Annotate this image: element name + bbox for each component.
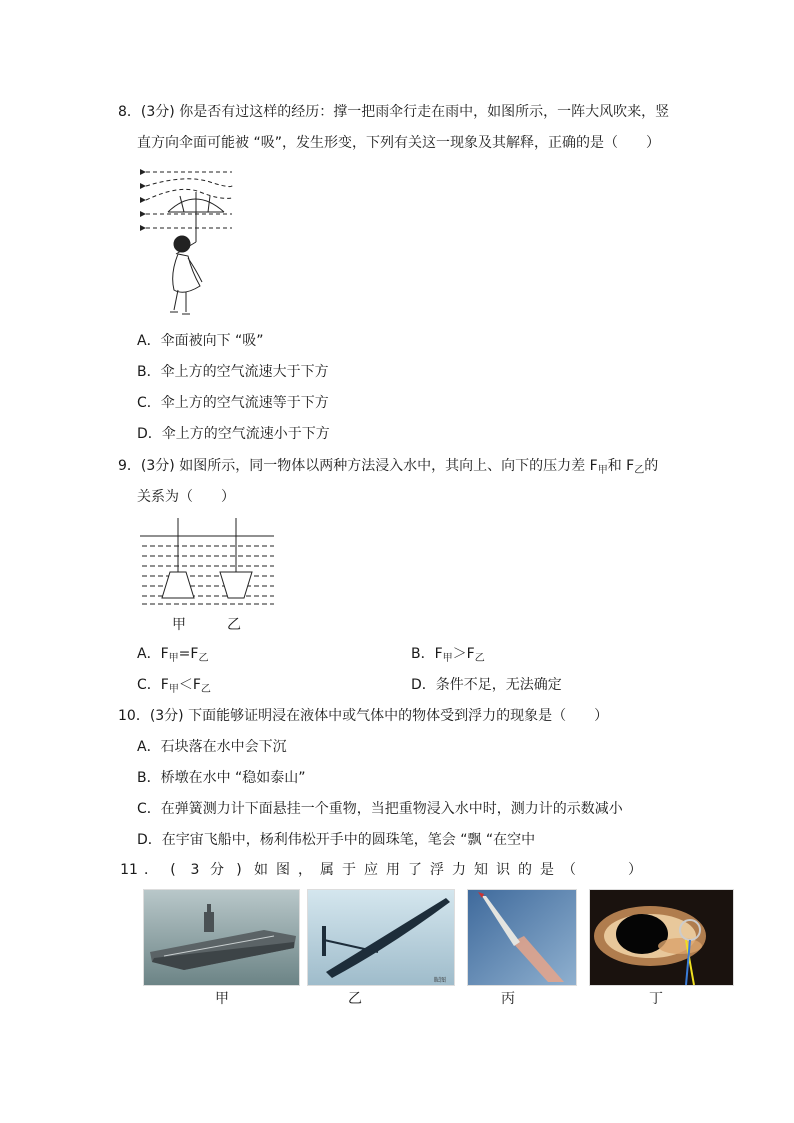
q11-char: ．: [144, 862, 158, 878]
q11-char: 知: [474, 862, 488, 878]
q11-char: 如: [254, 862, 268, 878]
q11-char: 于: [342, 862, 356, 878]
q11-char: 浮: [430, 862, 444, 878]
q11-char: [602, 860, 624, 880]
q9-option-c: [137, 675, 211, 700]
q11-caption-bing: 丙: [501, 991, 515, 1007]
q9-stem-pre: 9．(3分) 如图所示，同一物体以两种方法浸入水中，其向上、向下的压力差 F: [118, 458, 598, 474]
q9-option-b-post: ＞F: [452, 646, 475, 662]
q9-option-a-sub2: 乙: [198, 653, 209, 664]
q9-option-a-sub1: 甲: [168, 653, 179, 664]
q11-char: 图: [276, 862, 290, 878]
q11-char: 分: [210, 862, 224, 878]
umbrella-wind-figure: [140, 162, 240, 322]
q9-option-b-sub1: 甲: [442, 653, 453, 664]
q9-stem-mid: 和 F: [607, 458, 635, 474]
q9-option-c-sub2: 乙: [200, 684, 211, 695]
q9-stem-line1: [118, 456, 658, 481]
q9-option-a-pre: A．F: [137, 646, 169, 662]
q11-char: 用: [386, 862, 400, 878]
q11-char: 的: [518, 862, 532, 878]
q9-stem-line2: 关系为（ ）: [137, 489, 235, 505]
black-hole-photo: [589, 889, 734, 986]
q9-stem-post: 的: [644, 458, 659, 474]
q9-option-b-sub2: 乙: [474, 653, 485, 664]
q9-option-a-post: =F: [178, 646, 199, 662]
q8-option-c: C．伞上方的空气流速等于下方: [137, 395, 329, 411]
q10-option-a: A．石块落在水中会下沉: [137, 739, 287, 755]
q11-char: 识: [496, 862, 510, 878]
q8-stem-line1: 8．(3分) 你是否有过这样的经历：撑一把雨伞行走在雨中，如图所示，一阵大风吹来，竖: [118, 104, 670, 120]
q9-option-c-post: ＜F: [178, 677, 201, 693]
solar-plane-photo: [307, 889, 455, 986]
q10-option-c: C．在弹簧测力计下面悬挂一个重物，当把重物浸入水中时，测力计的示数减小: [137, 801, 623, 817]
q10-option-b: B．桥墩在水中 “稳如泰山”: [137, 770, 306, 786]
rocket-photo: [467, 889, 577, 986]
q9-sub-yi: 乙: [634, 465, 645, 476]
q11-char: ，: [298, 862, 312, 878]
photo-watermark: 昵图: [434, 977, 447, 984]
q9-option-b-pre: B．F: [411, 646, 443, 662]
q9-option-d: D．条件不足，无法确定: [411, 677, 562, 693]
q11-caption-jia: 甲: [215, 991, 229, 1007]
q11-char: ）: [628, 862, 642, 878]
q11-char: ): [236, 862, 242, 878]
q9-option-a: [137, 644, 208, 669]
q11-caption-yi: 乙: [348, 991, 362, 1007]
q9-sub-jia: 甲: [597, 465, 608, 476]
q11-char: 11: [120, 862, 138, 878]
q9-fig-label-jia: 甲: [172, 617, 186, 633]
q11-char: （: [562, 862, 576, 878]
q8-option-d: D．伞上方的空气流速小于下方: [137, 426, 330, 442]
immersion-figure: [140, 516, 276, 610]
q9-option-c-sub1: 甲: [168, 684, 179, 695]
q11-char: 属: [320, 862, 334, 878]
q11-char: 3: [190, 862, 200, 878]
q11-char: (: [170, 862, 176, 878]
q11-char: [580, 860, 602, 880]
aircraft-carrier-photo: [143, 889, 300, 986]
q9-option-c-pre: C．F: [137, 677, 169, 693]
q11-char: 力: [452, 862, 466, 878]
q11-char: 是: [540, 862, 554, 878]
q10-option-d: D．在宇宙飞船中，杨利伟松开手中的圆珠笔，笔会 “飘 “在空中: [137, 832, 536, 848]
q9-option-b: [411, 644, 485, 669]
q11-stem: [118, 860, 646, 880]
q11-caption-ding: 丁: [649, 991, 663, 1007]
q11-char: 应: [364, 862, 378, 878]
q8-option-b: B．伞上方的空气流速大于下方: [137, 364, 329, 380]
q8-option-a: A．伞面被向下 “吸”: [137, 333, 264, 349]
q9-fig-label-yi: 乙: [227, 617, 241, 633]
q8-stem-line2: 直方向伞面可能被 “吸”，发生形变，下列有关这一现象及其解释，正确的是（ ）: [137, 135, 660, 151]
q11-char: 了: [408, 862, 422, 878]
q10-stem: 10．(3分) 下面能够证明浸在液体中或气体中的物体受到浮力的现象是（ ）: [118, 708, 609, 724]
